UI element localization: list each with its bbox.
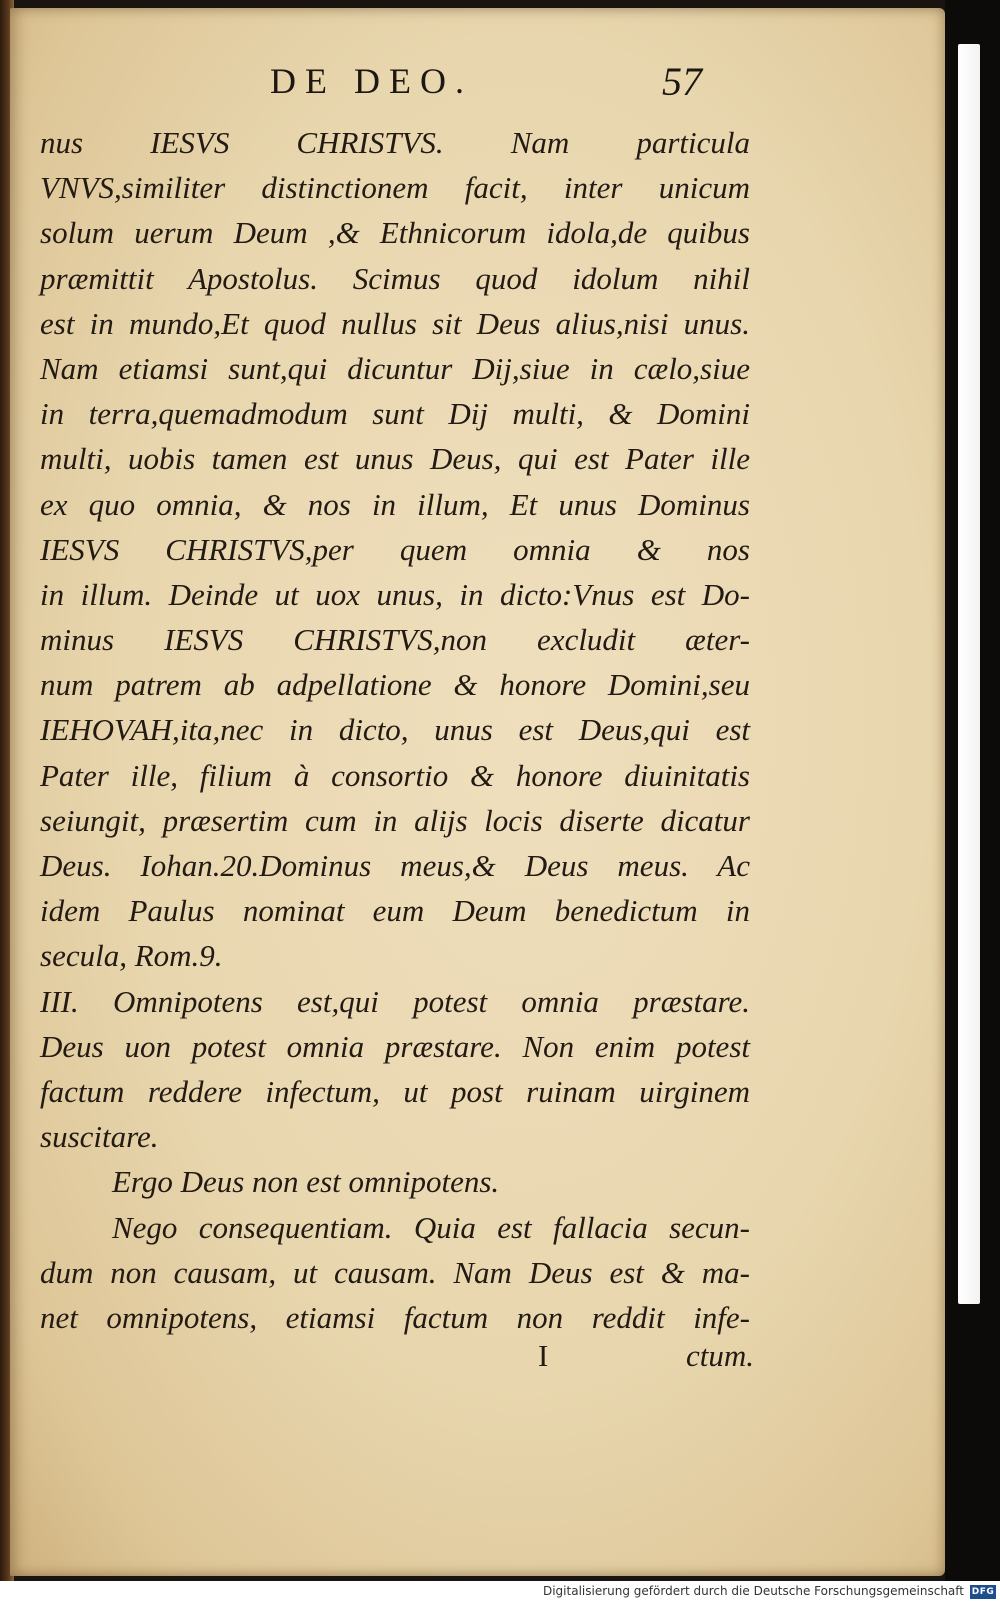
text-line: num patrem ab adpellatione & honore Domini,seu — [40, 667, 750, 703]
text-line: net omnipotens, etiamsi factum non reddit infe- — [40, 1299, 750, 1335]
dfg-logo: DFG — [971, 1587, 995, 1597]
text-line: nus IESVS CHRISTVS. Nam particula — [40, 125, 750, 160]
text-line: minus IESVS CHRISTVS,non excludit æter- — [40, 622, 750, 658]
text-line: Nego consequentiam. Quia est fallacia secun- — [112, 1209, 750, 1245]
text-line: seiungit, præsertim cum in alijs locis diserte dicatur — [40, 802, 750, 838]
text-line: factum reddere infectum, ut post ruinam uirginem — [40, 1073, 750, 1109]
book-page — [10, 8, 945, 1576]
text-line: idem Paulus nominat eum Deum benedictum in — [40, 893, 750, 929]
text-line: IESVS CHRISTVS,per quem omnia & nos — [40, 531, 750, 567]
page-number: 57 — [662, 59, 702, 104]
page-edge-strip — [958, 44, 980, 1304]
text-line: præmittit Apostolus. Scimus quod idolum nihil — [40, 260, 750, 296]
text-line: Deus uon potest omnia præstare. Non enim potest — [40, 1028, 750, 1064]
catchword: ctum. — [686, 1338, 755, 1373]
text-line: Nam etiamsi sunt,qui dicuntur Dij,siue in cælo,siue — [40, 350, 750, 386]
text-line: ex quo omnia, & nos in illum, Et unus Dominus — [40, 486, 750, 522]
text-line: Ergo Deus non est omnipotens. — [112, 1164, 500, 1200]
signature-mark: I — [538, 1338, 549, 1373]
text-line: multi, uobis tamen est unus Deus, qui est Pater ille — [40, 441, 750, 477]
text-line: in illum. Deinde ut uox unus, in dicto:Vnus est Do- — [40, 576, 750, 612]
text-line: VNVS,similiter distinctionem facit, inter unicum — [40, 170, 750, 206]
text-line: III. Omnipotens est,qui potest omnia præstare. — [40, 983, 750, 1019]
text-line: IEHOVAH,ita,nec in dicto, unus est Deus,qui est — [40, 712, 750, 748]
text-line: in terra,quemadmodum sunt Dij multi, & Domini — [40, 396, 750, 432]
text-line: Pater ille, filium à consortio & honore diuinitatis — [40, 757, 750, 793]
body-text — [40, 120, 750, 1340]
page-foot — [40, 1338, 755, 1383]
text-line: est in mundo,Et quod nullus sit Deus alius,nisi unus. — [40, 305, 750, 341]
text-line: dum non causam, ut causam. Nam Deus est & ma- — [40, 1254, 750, 1290]
text-line: suscitare. — [40, 1119, 159, 1155]
text-line: secula, Rom.9. — [40, 938, 223, 974]
text-line: Deus. Iohan.20.Dominus meus,& Deus meus. Ac — [40, 848, 750, 883]
text-line: solum uerum Deum ,& Ethnicorum idola,de quibus — [40, 215, 750, 251]
digitization-notice: Digitalisierung gefördert durch die Deutsche Forschungsgemeinschaft — [542, 1584, 964, 1598]
digitization-footer — [0, 1581, 1000, 1604]
running-head: DE DEO. — [270, 61, 473, 101]
